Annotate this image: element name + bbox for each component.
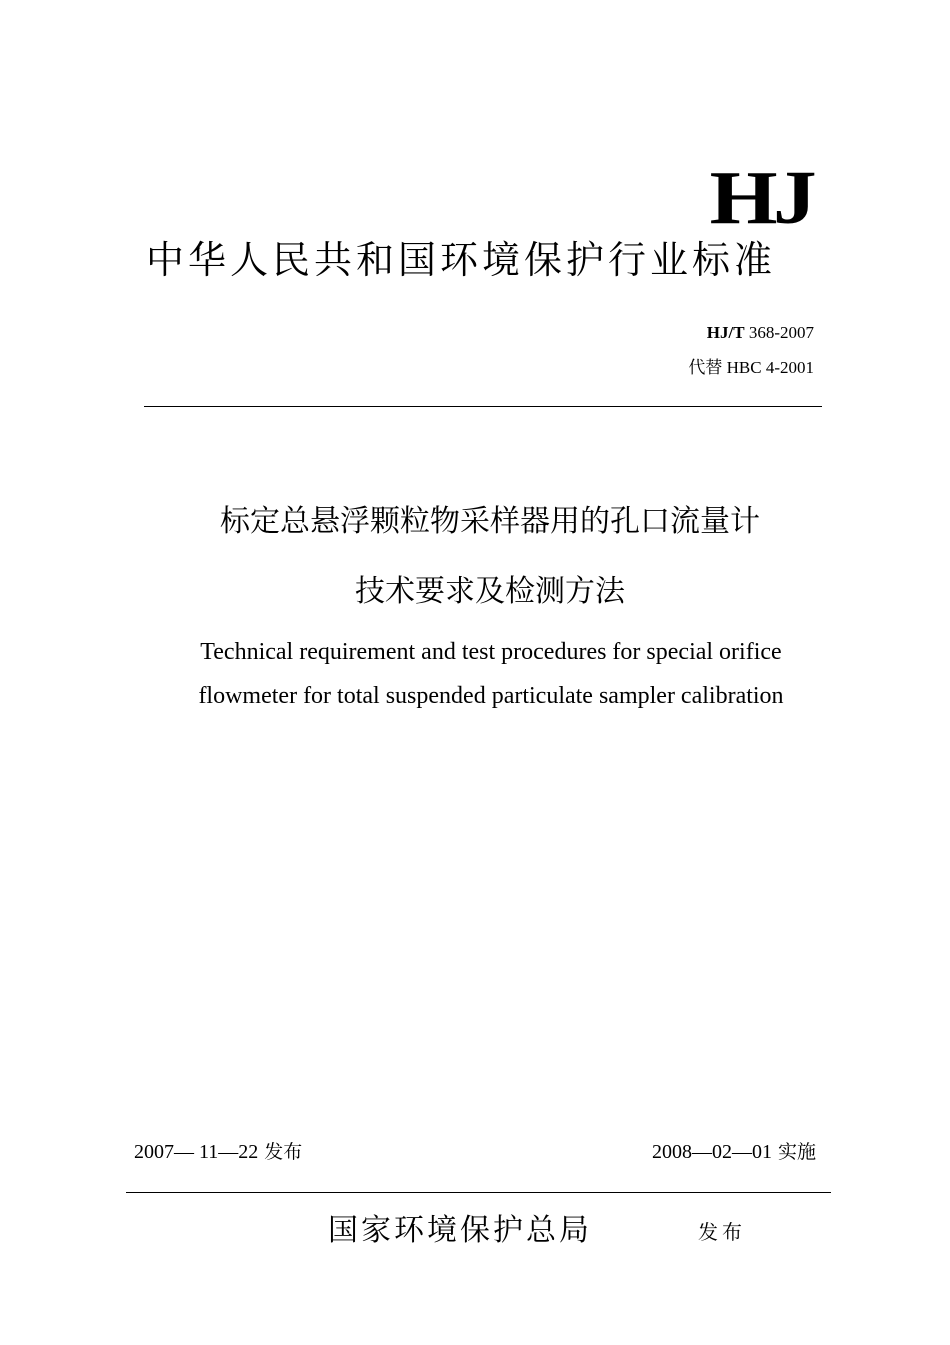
issue-date-value: 2007— 11—22 [134, 1141, 259, 1163]
standard-number [707, 322, 814, 344]
issue-label: 发布 [258, 1141, 303, 1163]
bottom-divider [126, 1192, 831, 1193]
implementation-label: 实施 [771, 1141, 816, 1163]
replaces-line [688, 357, 814, 379]
standard-code: HJ/T [706, 323, 745, 342]
chinese-title-line-1: 标定总悬浮颗粒物采样器用的孔口流量计 [220, 504, 760, 539]
top-divider [144, 406, 822, 407]
publisher-name: 国家环境保护总局 [328, 1213, 592, 1248]
english-title-line-1: Technical requirement and test procedures for special orifice [200, 639, 782, 665]
replaces-number: HBC 4-2001 [722, 358, 814, 377]
issue-date [134, 1139, 302, 1165]
standard-number-value: 368-2007 [744, 323, 814, 342]
replaces-label: 代替 [688, 358, 723, 377]
chinese-title-line-2: 技术要求及检测方法 [355, 574, 625, 609]
english-title-line-2: flowmeter for total suspended particulate sampler calibration [198, 683, 784, 709]
publish-label: 发布 [698, 1220, 746, 1244]
hj-logo: HJ [709, 156, 812, 240]
implementation-date-value: 2008—02—01 [651, 1141, 772, 1163]
industry-standard-title: 中华人民共和国环境保护行业标准 [146, 238, 777, 282]
implementation-date [652, 1139, 816, 1165]
